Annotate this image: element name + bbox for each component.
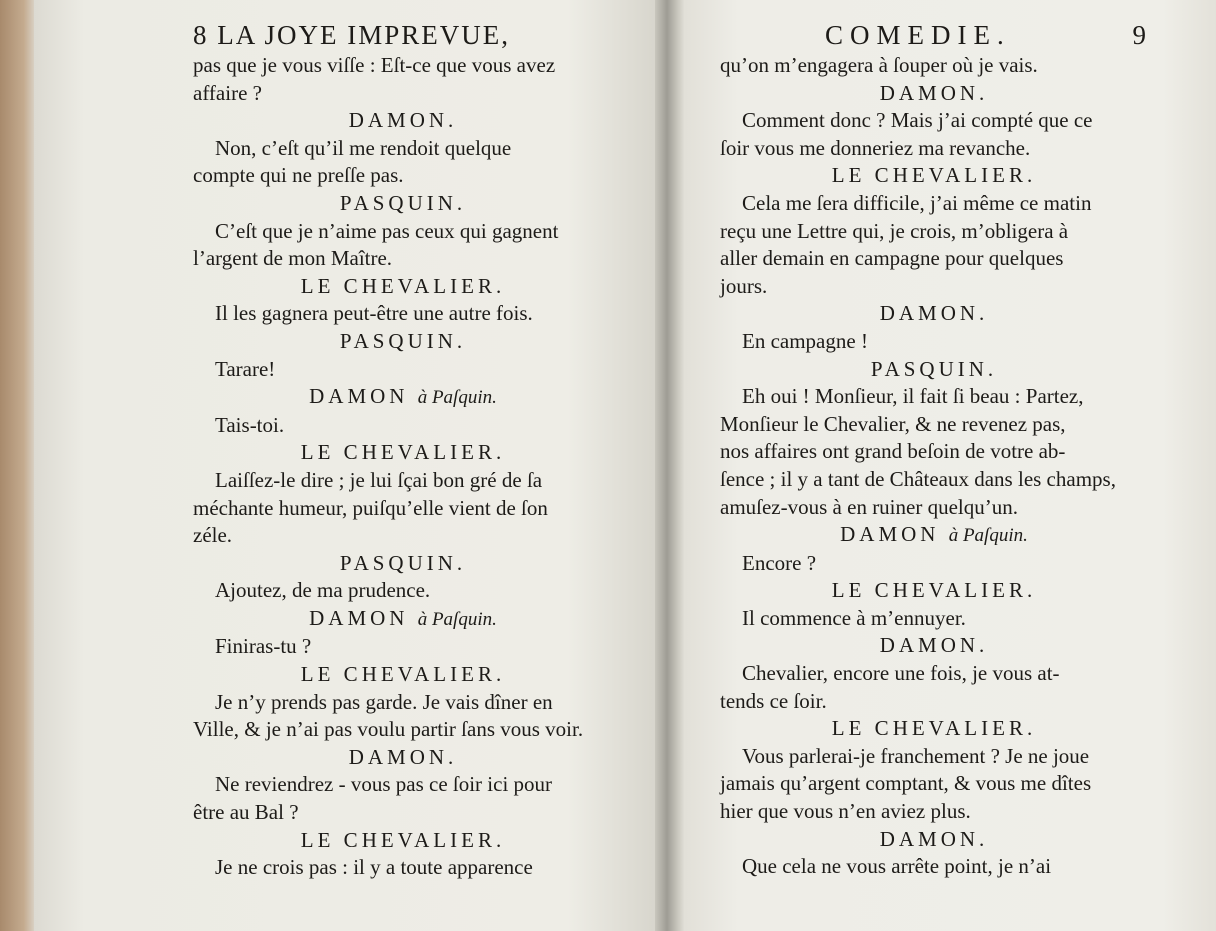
speaker-label: PASQUIN.: [339, 328, 467, 353]
text-line: [193, 245, 613, 273]
line-text: Monſieur le Chevalier, & ne revenez pas,: [720, 411, 1066, 436]
line-text: l’argent de mon Maître.: [193, 246, 393, 271]
line-text: reçu une Lettre qui, je crois, m’obligera à: [720, 218, 1069, 243]
text-line: [720, 438, 1148, 466]
line-text: hier que vous n’en aviez plus.: [720, 799, 971, 824]
stage-direction: à Paſquin.: [417, 608, 497, 630]
left-running-head: [193, 22, 613, 52]
text-line: [720, 605, 1148, 633]
text-line: [720, 853, 1148, 881]
text-line: [193, 577, 613, 605]
line-text: Non, c’eſt qu’il me rendoit quelque: [215, 135, 512, 160]
text-line: [193, 716, 613, 744]
line-text: aller demain en campagne pour quelques: [720, 246, 1064, 271]
line-text: ſence ; il y a tant de Châteaux dans les champs,: [720, 466, 1116, 491]
speaker-name: [720, 80, 1148, 108]
speaker-label: LE CHEVALIER.: [300, 662, 506, 687]
line-text: être au Bal ?: [193, 800, 299, 825]
left-body: [193, 52, 613, 882]
speaker-label: LE CHEVALIER.: [831, 716, 1037, 741]
text-line: [720, 660, 1148, 688]
line-text: Ajoutez, de ma prudence.: [215, 578, 431, 603]
text-line: [193, 356, 613, 384]
line-text: Ville, & je n’ai pas voulu partir ſans vous voir.: [193, 717, 584, 742]
line-text: zéle.: [193, 523, 233, 548]
page-number: 8: [193, 20, 209, 50]
speaker-name: [193, 550, 613, 578]
line-text: Finiras-tu ?: [215, 634, 312, 659]
line-text: Ne reviendrez - vous pas ce ſoir ici pour: [215, 772, 553, 797]
line-text: Tarare!: [215, 356, 276, 381]
line-text: compte qui ne preſſe pas.: [193, 163, 404, 188]
speaker-label: DAMON: [309, 384, 409, 409]
text-line: [193, 495, 613, 523]
line-text: Comment donc ? Mais j’ai compté que ce: [742, 108, 1093, 133]
text-line: [720, 107, 1148, 135]
text-line: [193, 300, 613, 328]
text-line: [720, 273, 1148, 301]
text-line: [193, 412, 613, 440]
line-text: Chevalier, encore une fois, je vous at-: [742, 661, 1060, 686]
book-gutter: [655, 0, 685, 931]
speaker-name: [720, 826, 1148, 854]
line-text: Il commence à m’ennuyer.: [742, 605, 966, 630]
speaker-label: LE CHEVALIER.: [300, 827, 506, 852]
text-line: [193, 135, 613, 163]
line-text: Vous parlerai-je franchement ? Je ne joue: [742, 743, 1090, 768]
text-line: [720, 135, 1148, 163]
text-line: [193, 467, 613, 495]
speaker-name: [193, 383, 613, 412]
speaker-name: [193, 328, 613, 356]
line-text: tends ce ſoir.: [720, 688, 827, 713]
text-line: [193, 854, 613, 882]
speaker-label: LE CHEVALIER.: [300, 273, 506, 298]
speaker-name: [193, 827, 613, 855]
line-text: Eh oui ! Monſieur, il fait ſi beau : Partez,: [742, 384, 1084, 409]
text-line: [720, 494, 1148, 522]
line-text: ſoir vous me donneriez ma revanche.: [720, 135, 1031, 160]
line-text: Encore ?: [742, 550, 817, 575]
text-line: [193, 218, 613, 246]
text-line: [193, 633, 613, 661]
line-text: jours.: [720, 273, 768, 298]
text-line: [720, 688, 1148, 716]
speaker-name: [193, 661, 613, 689]
speaker-name: [193, 744, 613, 772]
stage-direction: à Paſquin.: [417, 387, 497, 409]
line-text: pas que je vous viſſe : Eſt-ce que vous avez: [193, 53, 556, 77]
right-body: [720, 52, 1148, 881]
speaker-label: DAMON: [309, 605, 409, 630]
speaker-label: PASQUIN.: [339, 190, 467, 215]
text-line: [720, 190, 1148, 218]
text-line: [720, 52, 1148, 80]
page-number: 9: [1132, 20, 1148, 50]
speaker-name: [720, 577, 1148, 605]
book-edge: [0, 0, 34, 931]
text-line: [720, 218, 1148, 246]
line-text: C’eſt que je n’aime pas ceux qui gagnent: [215, 218, 559, 243]
text-line: [720, 383, 1148, 411]
speaker-name: [720, 300, 1148, 328]
text-line: [720, 245, 1148, 273]
line-text: méchante humeur, puiſqu’elle vient de ſon: [193, 495, 548, 520]
line-text: Que cela ne vous arrête point, je n’ai: [742, 854, 1052, 879]
text-line: [720, 550, 1148, 578]
line-text: nos affaires ont grand beſoin de votre ab-: [720, 439, 1066, 464]
line-text: Je n’y prends pas garde. Je vais dîner en: [215, 689, 553, 714]
text-line: [193, 52, 613, 80]
text-line: [193, 689, 613, 717]
speaker-label: PASQUIN.: [339, 550, 467, 575]
text-line: [720, 466, 1148, 494]
right-running-head: [720, 22, 1148, 52]
line-text: amuſez-vous à en ruiner quelqu’un.: [720, 494, 1018, 519]
stage-direction: à Paſquin.: [948, 525, 1028, 547]
speaker-label: LE CHEVALIER.: [831, 163, 1037, 188]
line-text: Je ne crois pas : il y a toute apparence: [215, 855, 533, 880]
speaker-label: LE CHEVALIER.: [831, 578, 1037, 603]
speaker-name: [193, 439, 613, 467]
speaker-name: [720, 715, 1148, 743]
line-text: jamais qu’argent comptant, & vous me dîtes: [720, 771, 1092, 796]
text-line: [720, 328, 1148, 356]
speaker-name: [720, 356, 1148, 384]
speaker-label: DAMON.: [879, 826, 989, 851]
speaker-label: DAMON.: [879, 80, 989, 105]
speaker-label: DAMON.: [879, 633, 989, 658]
line-text: Il les gagnera peut-être une autre fois.: [215, 301, 533, 326]
text-line: [193, 162, 613, 190]
left-page-text: [193, 22, 613, 882]
text-line: [193, 80, 613, 108]
speaker-name: [193, 273, 613, 301]
speaker-label: DAMON: [840, 522, 940, 547]
speaker-label: PASQUIN.: [870, 356, 998, 381]
line-text: Cela me ſera difficile, j’ai même ce matin: [742, 190, 1092, 215]
speaker-name: [720, 632, 1148, 660]
text-line: [193, 771, 613, 799]
running-head-title: LA JOYE IMPREVUE,: [217, 20, 511, 50]
speaker-label: DAMON.: [348, 108, 458, 133]
text-line: [720, 798, 1148, 826]
line-text: qu’on m’engagera à ſouper où je vais.: [720, 53, 1038, 77]
text-line: [720, 770, 1148, 798]
speaker-label: DAMON.: [348, 744, 458, 769]
running-head-title: COMEDIE.: [825, 20, 1011, 50]
speaker-name: [193, 605, 613, 634]
text-line: [720, 411, 1148, 439]
text-line: [193, 522, 613, 550]
line-text: affaire ?: [193, 80, 262, 105]
text-line: [720, 743, 1148, 771]
speaker-name: [193, 107, 613, 135]
speaker-label: LE CHEVALIER.: [300, 440, 506, 465]
speaker-label: DAMON.: [879, 301, 989, 326]
speaker-name: [193, 190, 613, 218]
speaker-name: [720, 521, 1148, 550]
line-text: Tais-toi.: [215, 412, 285, 437]
speaker-name: [720, 162, 1148, 190]
line-text: Laiſſez-le dire ; je lui ſçai bon gré de ſa: [215, 467, 543, 492]
line-text: En campagne !: [742, 328, 868, 353]
right-page-text: [720, 22, 1148, 881]
text-line: [193, 799, 613, 827]
